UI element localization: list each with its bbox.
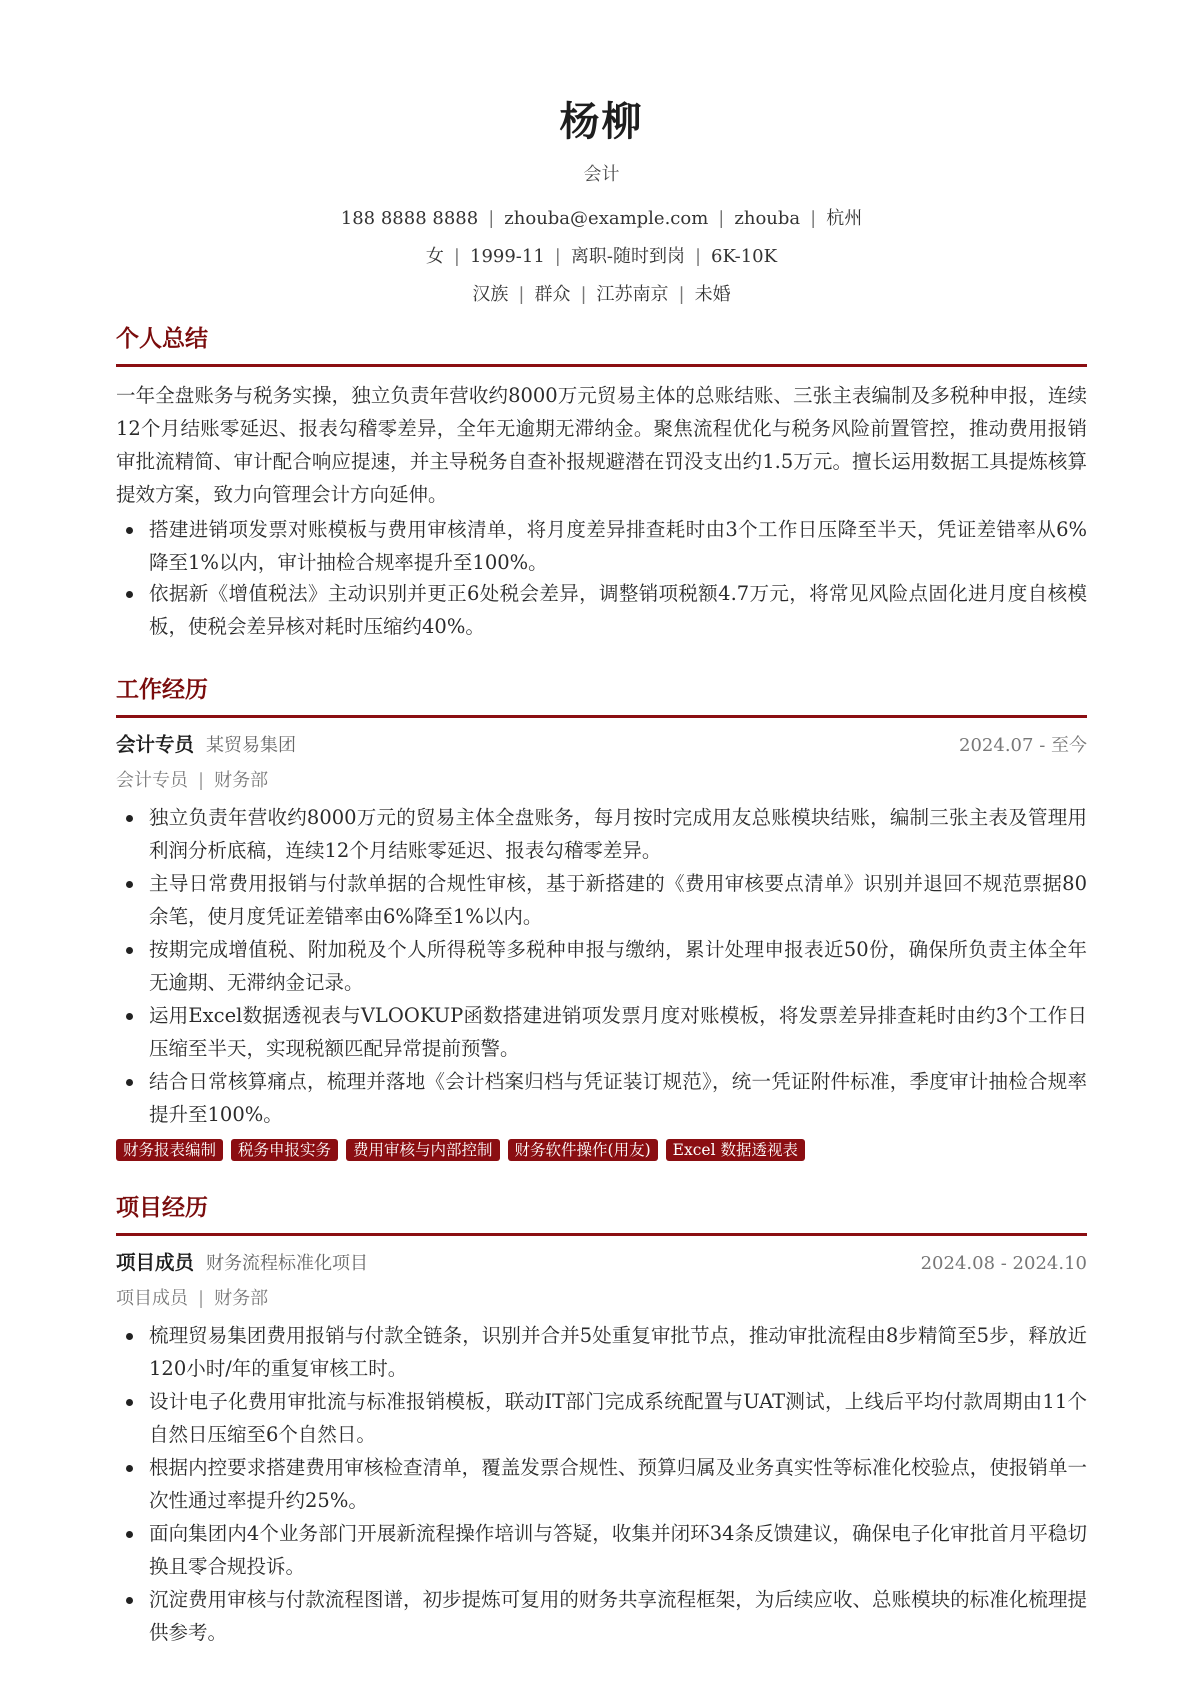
list-item-text: 运用Excel数据透视表与VLOOKUP函数搭建进销项发票月度对账模板，将发票差异排查耗时由约3个工作日压缩至半天，实现税额匹配异常提前预警。: [149, 1004, 1087, 1060]
list-item-text: 主导日常费用报销与付款单据的合规性审核，基于新搭建的《费用审核要点清单》识别并退回不规范票据80余笔，使月度凭证差错率由6%降至1%以内。: [149, 872, 1087, 928]
separator: |: [554, 246, 561, 267]
list-item-text: 按期完成增值税、附加税及个人所得税等多税种申报与缴纳，累计处理申报表近50份，确保所负责主体全年无逾期、无滞纳金记录。: [149, 938, 1087, 994]
list-item: [116, 801, 1087, 867]
candidate-name: 杨柳: [559, 98, 644, 145]
skill-tag: 费用审核与内部控制: [346, 1139, 500, 1161]
list-item: [116, 1583, 1087, 1649]
skill-tags: [116, 1139, 1087, 1161]
list-item: [116, 1065, 1087, 1131]
separator: |: [718, 208, 725, 229]
gender: 女: [425, 246, 444, 267]
list-item: [116, 1517, 1087, 1583]
separator: |: [518, 284, 525, 305]
list-item-text: 结合日常核算痛点，梳理并落地《会计档案归档与凭证装订规范》，统一凭证附件标准，季度审计抽检合规率提升至100%。: [149, 1070, 1087, 1126]
work-company: 某贸易集团: [206, 735, 297, 756]
list-item-text: 搭建进销项发票对账模板与费用审核清单，将月度差异排查耗时由3个工作日压降至半天，凭证差错率从6%降至1%以内，审计抽检合规率提升至100%。: [149, 518, 1087, 574]
list-item-text: 独立负责年营收约8000万元的贸易主体全盘账务，每月按时完成用友总账模块结账，编制三张主表及管理用利润分析底稿，连续12个月结账零延迟、报表勾稽零差异。: [149, 806, 1087, 862]
list-item: [116, 1451, 1087, 1517]
list-item: [116, 999, 1087, 1065]
bullet-icon: [126, 1597, 133, 1604]
bullet-icon: [126, 1531, 133, 1538]
work-role: 会计专员: [116, 733, 195, 756]
list-item-text: 依据新《增值税法》主动识别并更正6处税会差异，调整销项税额4.7万元，将常见风险点固化进月度自核模板，使税会差异核对耗时压缩约40%。: [149, 582, 1087, 638]
project-role: 项目成员: [116, 1251, 195, 1274]
basic-info-row: [116, 238, 1087, 276]
bullet-icon: [126, 1013, 133, 1020]
phone-number: 188 8888 8888: [340, 208, 479, 229]
skill-tag: 财务软件操作(用友): [508, 1139, 658, 1161]
political-status: 群众: [534, 284, 571, 305]
email-address: zhouba@example.com: [504, 208, 709, 229]
birth-date: 1999-11: [470, 246, 545, 267]
skill-tag: Excel 数据透视表: [666, 1139, 805, 1161]
separator: |: [488, 208, 495, 229]
skill-tag: 财务报表编制: [116, 1139, 223, 1161]
list-item-text: 面向集团内4个业务部门开展新流程操作培训与答疑，收集并闭环34条反馈建议，确保电子化审批首月平稳切换且零合规投诉。: [149, 1522, 1087, 1578]
project-bullets: [116, 1319, 1087, 1649]
personal-info-row: [116, 276, 1087, 314]
list-item: [116, 933, 1087, 999]
list-item: [116, 1385, 1087, 1451]
bullet-icon: [126, 1333, 133, 1340]
project-section: [116, 1191, 1087, 1649]
work-bullets: [116, 801, 1087, 1131]
separator: |: [694, 246, 702, 267]
city: 杭州: [826, 208, 863, 229]
bullet-icon: [126, 1465, 133, 1472]
summary-section: [116, 322, 1087, 643]
section-heading-summary: 个人总结: [116, 322, 1087, 367]
bullet-icon: [126, 947, 133, 954]
marital-status: 未婚: [694, 284, 731, 305]
project-name: 财务流程标准化项目: [206, 1253, 369, 1274]
work-subtitle: [116, 763, 1087, 799]
job-title: 会计: [583, 164, 620, 185]
list-item: [116, 513, 1087, 579]
list-item: [116, 867, 1087, 933]
project-position: 项目成员: [116, 1288, 188, 1309]
bullet-icon: [126, 527, 133, 534]
list-item-text: 梳理贸易集团费用报销与付款全链条，识别并合并5处重复审批节点，推动审批流程由8步精简至5步，释放近120小时/年的重复审核工时。: [149, 1324, 1087, 1380]
bullet-icon: [126, 1399, 133, 1406]
separator: |: [810, 208, 817, 229]
list-item: [116, 577, 1087, 643]
project-entry-header: [116, 1246, 1087, 1281]
summary-bullets: [116, 513, 1087, 643]
contact-row: [116, 200, 1087, 238]
summary-paragraph: 一年全盘账务与税务实操，独立负责年营收约8000万元贸易主体的总账结账、三张主表编制及多税种申报，连续12个月结账零延迟、报表勾稽零差异，全年无逾期无滞纳金。聚焦流程优化与税务风险前置管控，推动费用报销审批流精简、审计配合响应提速，并主导税务自查补报规避潜在罚没支出约1.5万元。擅长运用数据工具提炼核算提效方案，致力向管理会计方向延伸。: [116, 384, 1087, 506]
work-department: 财务部: [214, 770, 269, 791]
separator: |: [198, 770, 205, 791]
list-item-text: 设计电子化费用审批流与标准报销模板，联动IT部门完成系统配置与UAT测试，上线后平均付款周期由11个自然日压缩至6个自然日。: [149, 1390, 1087, 1446]
list-item-text: 沉淀费用审核与付款流程图谱，初步提炼可复用的财务共享流程框架，为后续应收、总账模块的标准化梳理提供参考。: [149, 1588, 1087, 1644]
bullet-icon: [126, 591, 133, 598]
availability: 离职-随时到岗: [570, 246, 685, 267]
hometown: 江苏南京: [596, 284, 669, 305]
work-section: [116, 673, 1087, 1161]
resume-header: [116, 0, 1087, 314]
bullet-icon: [126, 815, 133, 822]
separator: |: [678, 284, 685, 305]
work-date: 2024.07 - 至今: [959, 735, 1087, 756]
separator: |: [580, 284, 587, 305]
section-heading-work: 工作经历: [116, 673, 1087, 718]
bullet-icon: [126, 881, 133, 888]
username: zhouba: [734, 208, 801, 229]
project-department: 财务部: [214, 1288, 269, 1309]
list-item-text: 根据内控要求搭建费用审核检查清单，覆盖发票合规性、预算归属及业务真实性等标准化校验点，使报销单一次性通过率提升约25%。: [149, 1456, 1087, 1512]
work-entry-title: [116, 728, 296, 763]
project-subtitle: [116, 1281, 1087, 1317]
work-position: 会计专员: [116, 770, 188, 791]
list-item: [116, 1319, 1087, 1385]
ethnicity: 汉族: [472, 284, 509, 305]
work-entry-header: [116, 728, 1087, 763]
skill-tag: 税务申报实务: [231, 1139, 338, 1161]
separator: |: [453, 246, 460, 267]
project-date: 2024.08 - 2024.10: [920, 1253, 1087, 1274]
expected-salary: 6K-10K: [711, 246, 778, 267]
project-entry-title: [116, 1246, 368, 1281]
bullet-icon: [126, 1079, 133, 1086]
section-heading-project: 项目经历: [116, 1191, 1087, 1236]
separator: |: [198, 1288, 205, 1309]
